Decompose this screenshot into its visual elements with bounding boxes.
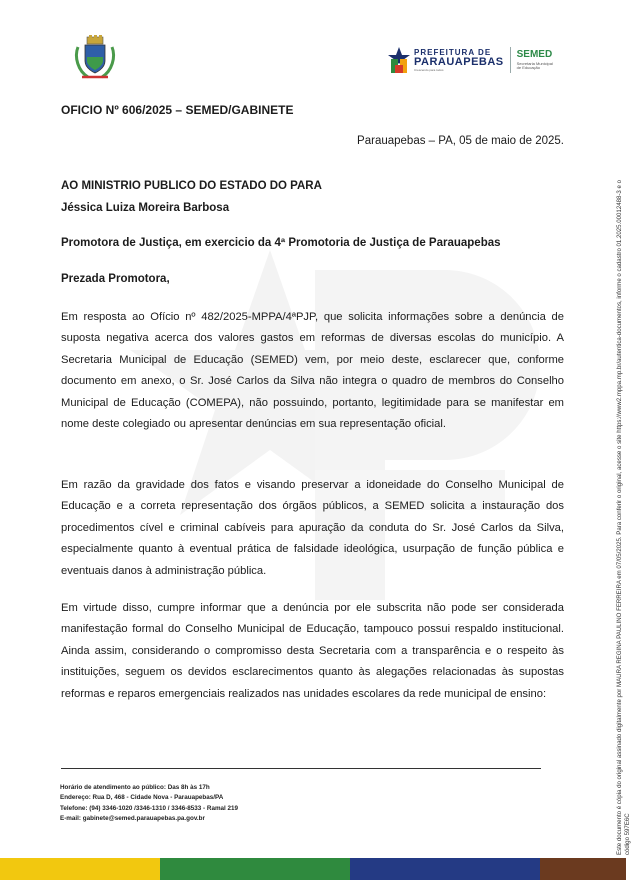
semed-wordmark	[517, 50, 553, 71]
semed-title: SEMED	[516, 48, 553, 60]
stripe-brown	[540, 858, 626, 880]
prefeitura-wordmark	[414, 49, 504, 72]
body-paragraph-2: Em razão da gravidade dos fatos e visando preservar a idoneidade do Conselho Municipal de Educação e a correta representação dos órgãos públicos, a SEMED solicita a instauração dos procedimentos cível e criminal cabíveis para apuração da conduta do Sr. José Carlos da Silva, especialmente quanto à eventual prática de falsidade ideológica, usurpação de função pública e eventuais danos à administração pública.	[61, 479, 564, 577]
logo-divider	[510, 47, 511, 73]
footer-address: Endereço: Rua D, 468 - Cidade Nova - Parauapebas/PA	[60, 794, 224, 802]
coat-of-arms-icon	[72, 33, 118, 81]
addressee: AO MINISTRIO PUBLICO DO ESTADO DO PARA	[61, 180, 322, 192]
prefeitura-line2: PARAUAPEBAS	[414, 55, 504, 68]
prefeitura-tagline: Crescendo para todos	[414, 67, 444, 72]
body-paragraph-1: Em resposta ao Ofício nº 482/2025-MPPA/4ªPJP, que solicita informações sobre a denúncia de suposta negativa acerca dos valores gastos em reformas de diversas escolas do município. A Secretaria Municipal de Educação (SEMED) vem, por meio deste, esclarecer que, conforme documento em anexo, o Sr. José Carlos da Silva não integra o quadro de membros do Conselho Municipal de Educação (COMEPA), não possuindo, portanto, legitimidade para se manifestar em nome deste colegiado ou apresentar denúncias em sua representação oficial.	[61, 311, 564, 431]
authentication-line2: código 597E6C	[624, 813, 631, 855]
authentication-line1: Este documento é cópia do original assinado digitalmente por MAURA REGINA PAULINO FERREIRA em 07/05/2025. Para conferir o original, acesse o site https://www2.mppa.mp.br/autentica-documentos, informe o cadastro 01.2025.00012488-3 e o	[616, 180, 623, 855]
stripe-yellow	[0, 858, 160, 880]
color-stripes	[0, 858, 626, 880]
header-logos	[388, 44, 568, 76]
semed-sub-line2: de Educação	[516, 65, 540, 70]
recipient-role: Promotora de Justiça, em exercicio da 4ª Promotoria de Justiça de Parauapebas	[61, 237, 501, 249]
greeting: Prezada Promotora,	[61, 273, 170, 285]
semed-sub-line1: Secretaria Municipal	[516, 60, 553, 66]
watermark-emblem	[120, 230, 540, 650]
footer-contact	[60, 783, 238, 825]
footer-divider	[61, 768, 541, 769]
stripe-green	[160, 858, 350, 880]
recipient-name: Jéssica Luiza Moreira Barbosa	[61, 202, 230, 214]
footer-hours: Horário de atendimento ao público: Das 8h às 17h	[60, 784, 210, 791]
oficio-number: OFICIO Nº 606/2025 – SEMED/GABINETE	[61, 103, 294, 117]
stripe-blue	[350, 858, 540, 880]
prefeitura-logo-icon	[388, 47, 410, 73]
footer-email[interactable]: E-mail: gabinete@semed.parauapebas.pa.gov.br	[60, 815, 205, 823]
prefeitura-line1: PREFEITURA DE	[414, 47, 492, 57]
footer-phone: Telefone: (94) 3346-1020 /3346-1310 / 3346-8533 - Ramal 219	[60, 804, 239, 812]
date-line: Parauapebas – PA, 05 de maio de 2025.	[357, 135, 564, 147]
body-paragraph-3: Em virtude disso, cumpre informar que a denúncia por ele subscrita não pode ser considerada manifestação formal do Conselho Municipal de Educação, tampouco possui respaldo institucional. Ainda assim, considerando o compromisso desta Secretaria com a transparência e o respeito às instituições, seguem os devidos esclarecimentos quanto às alegações relacionadas às supostas reformas e reparos emergenciais realizados nas unidades escolares da rede municipal de ensino:	[61, 602, 564, 700]
authentication-note	[602, 10, 631, 855]
